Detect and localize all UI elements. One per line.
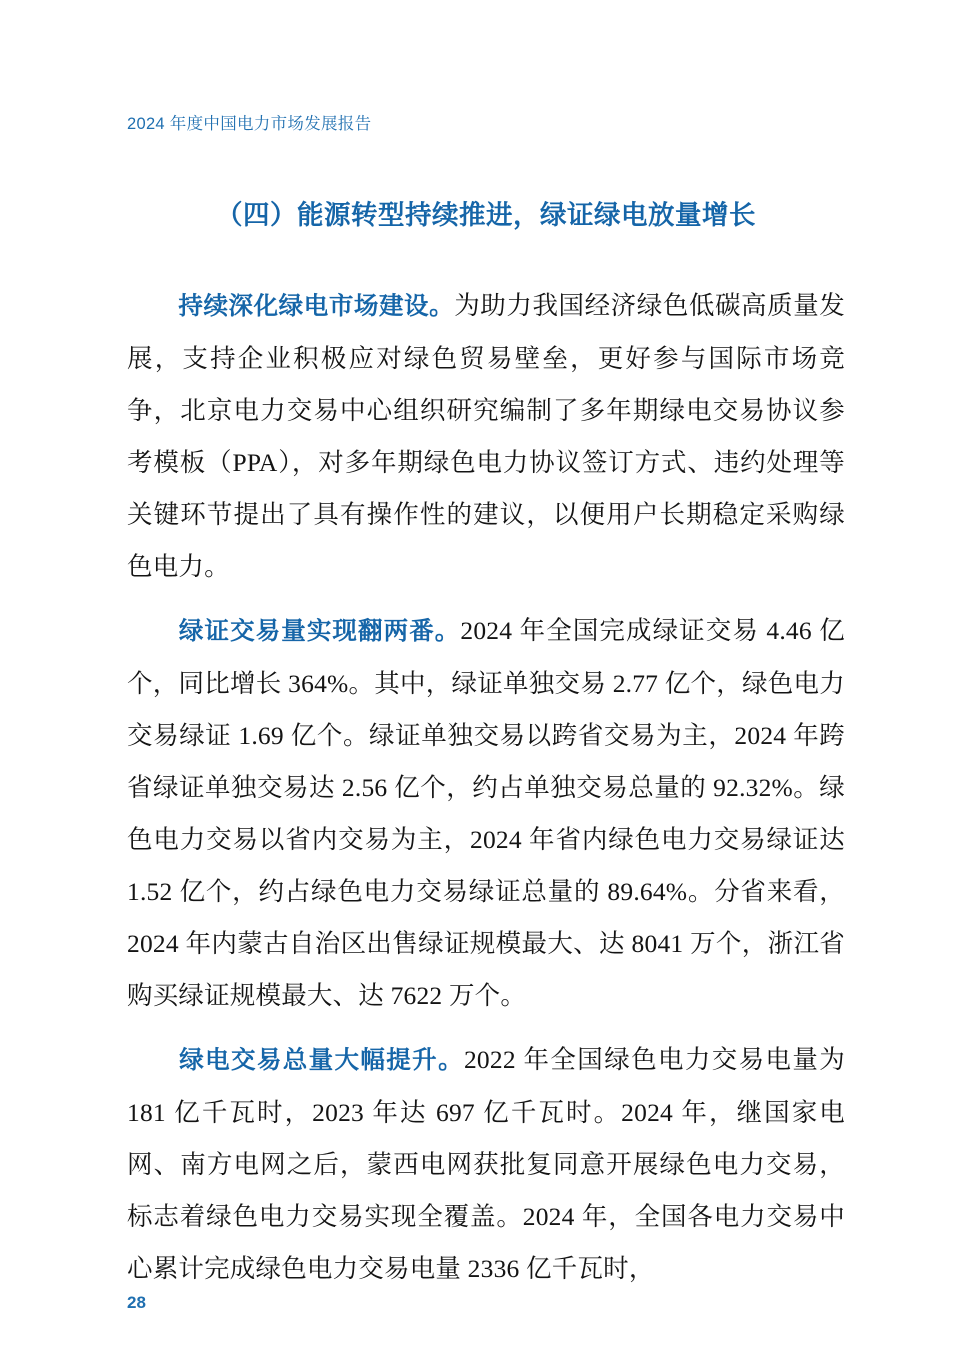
paragraph-2-body: 2024 年全国完成绿证交易 4.46 亿个，同比增长 364%。其中，绿证单独交易 2.77 亿个，绿色电力交易绿证 1.69 亿个。绿证单独交易以跨省交易为主，2024 年跨省绿证单独交易达 2.56 亿个，约占单独交易总量的 92.32%。绿色电力交易以省内交易为主，2024 年省内绿色电力交易绿证达 1.52 亿个，约占绿色电力交易绿证总量的 89.64%。分省来看，2024 年内蒙古自治区出售绿证规模最大、达 8041 万个，浙江省购买绿证规模最大、达 7622 万个。 [127,616,845,1011]
paragraph-1 [127,280,845,593]
paragraph-3-body: 2022 年全国绿色电力交易电量为 181 亿千瓦时，2023 年达 697 亿千瓦时。2024 年，继国家电网、南方电网之后，蒙西电网获批复同意开展绿色电力交易，标志着绿色电力交易实现全覆盖。2024 年，全国各电力交易中心累计完成绿色电力交易电量 2336 亿千瓦时， [127,1045,846,1284]
page-content [127,196,845,1295]
paragraph-2-lead: 绿证交易量实现翻两番。 [178,618,461,646]
paragraph-3-lead: 绿电交易总量大幅提升。 [178,1047,464,1075]
running-header: 2024 年度中国电力市场发展报告 [127,115,372,133]
paragraph-1-body: 为助力我国经济绿色低碳高质量发展，支持企业积极应对绿色贸易壁垒，更好参与国际市场竞争，北京电力交易中心组织研究编制了多年期绿电交易协议参考模板（PPA），对多年期绿色电力协议签订方式、违约处理等关键环节提出了具有操作性的建议，以便用户长期稳定采购绿色电力。 [127,291,845,582]
paragraph-2 [127,605,845,1022]
paragraph-1-lead: 持续深化绿电市场建设。 [178,293,455,321]
section-heading: （四）能源转型持续推进，绿证绿电放量增长 [216,200,756,230]
page-number: 28 [127,1293,146,1312]
paragraph-3 [127,1034,845,1295]
